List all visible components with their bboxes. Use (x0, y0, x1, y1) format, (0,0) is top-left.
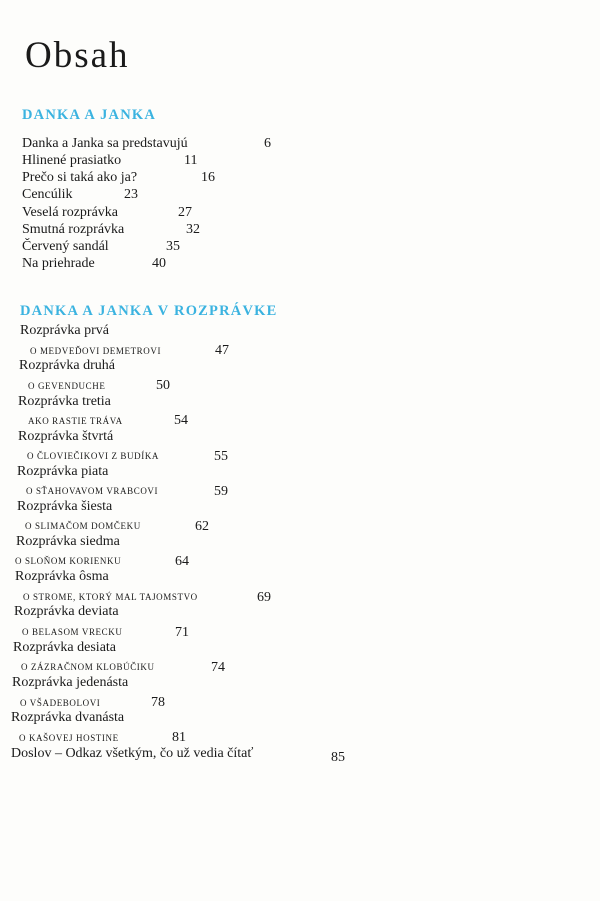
toc-page-number: 54 (174, 413, 188, 428)
toc-entry-subtitle[interactable]: O SLOŇOM KORIENKU (15, 556, 122, 566)
toc-page-number: 78 (151, 695, 165, 710)
toc-page-number: 6 (264, 136, 271, 151)
toc-page-number: 55 (214, 449, 228, 464)
toc-page-number: 71 (175, 625, 189, 640)
toc-entry[interactable]: Doslov – Odkaz všetkým, čo už vedia čítať (11, 746, 254, 761)
toc-entry-subtitle[interactable]: O GEVENDUCHE (28, 381, 106, 391)
toc-page-number: 32 (186, 222, 200, 237)
toc-entry[interactable]: Červený sandál (22, 239, 109, 254)
toc-entry[interactable]: Prečo si taká ako ja? (22, 170, 138, 185)
toc-entry[interactable]: Rozprávka deviata (14, 604, 119, 619)
toc-entry[interactable]: Cencúlik (22, 187, 73, 202)
toc-entry[interactable]: Hlinené prasiatko (22, 153, 122, 168)
toc-entry[interactable]: Rozprávka ôsma (15, 569, 109, 584)
toc-page-number: 81 (172, 730, 186, 745)
toc-entry[interactable]: Rozprávka jedenásta (12, 675, 129, 690)
toc-entry[interactable]: Na priehrade (22, 256, 95, 271)
page-title: Obsah (25, 35, 130, 76)
toc-entry-subtitle[interactable]: O BELASOM VRECKU (22, 627, 123, 637)
toc-page-number: 74 (211, 660, 225, 675)
toc-entry-subtitle[interactable]: AKO RASTIE TRÁVA (28, 416, 123, 426)
toc-entry[interactable]: Veselá rozprávka (22, 205, 119, 220)
toc-entry[interactable]: Rozprávka piata (17, 464, 109, 479)
toc-page-number: 59 (214, 484, 228, 499)
toc-entry[interactable]: Rozprávka druhá (19, 358, 116, 373)
toc-entry-subtitle[interactable]: O SŤAHOVAVOM VRABCOVI (26, 486, 159, 496)
toc-entry[interactable]: Rozprávka štvrtá (18, 429, 114, 444)
toc-entry[interactable]: Rozprávka siedma (16, 534, 120, 549)
toc-page-number: 35 (166, 239, 180, 254)
toc-entry-subtitle[interactable]: O MEDVEĎOVI DEMETROVI (30, 346, 162, 356)
toc-entry[interactable]: Danka a Janka sa predstavujú (22, 136, 188, 151)
toc-entry-subtitle[interactable]: O ČLOVIEČIKOVI Z BUDÍKA (27, 451, 160, 461)
toc-entry[interactable]: Rozprávka desiata (13, 640, 117, 655)
toc-page-number: 62 (195, 519, 209, 534)
toc-page-number: 64 (175, 554, 189, 569)
toc-entry[interactable]: Rozprávka tretia (18, 394, 111, 409)
toc-page-number: 23 (124, 187, 138, 202)
toc-page-number: 11 (184, 153, 198, 168)
toc-entry[interactable]: Rozprávka dvanásta (11, 710, 125, 725)
section-heading: DANKA A JANKA (22, 107, 157, 123)
section-heading: DANKA A JANKA V ROZPRÁVKE (20, 303, 278, 319)
toc-entry[interactable]: Rozprávka šiesta (17, 499, 113, 514)
toc-entry-subtitle[interactable]: O KAŠOVEJ HOSTINE (19, 733, 119, 743)
toc-page-number: 85 (331, 750, 345, 765)
toc-page-number: 50 (156, 378, 170, 393)
toc-entry-subtitle[interactable]: O STROME, KTORÝ MAL TAJOMSTVO (23, 592, 198, 602)
toc-page-number: 16 (201, 170, 215, 185)
toc-entry-subtitle[interactable]: O SLIMAČOM DOMČEKU (25, 521, 141, 531)
toc-page-number: 69 (257, 590, 271, 605)
toc-page-number: 47 (215, 343, 229, 358)
toc-entry-subtitle[interactable]: O ZÁZRAČNOM KLOBÚČIKU (21, 662, 155, 672)
toc-entry[interactable]: Smutná rozprávka (22, 222, 125, 237)
toc-entry-subtitle[interactable]: O VŠADEBOLOVI (20, 698, 101, 708)
toc-page-number: 40 (152, 256, 166, 271)
toc-entry[interactable]: Rozprávka prvá (20, 323, 110, 338)
toc-page-number: 27 (178, 205, 192, 220)
